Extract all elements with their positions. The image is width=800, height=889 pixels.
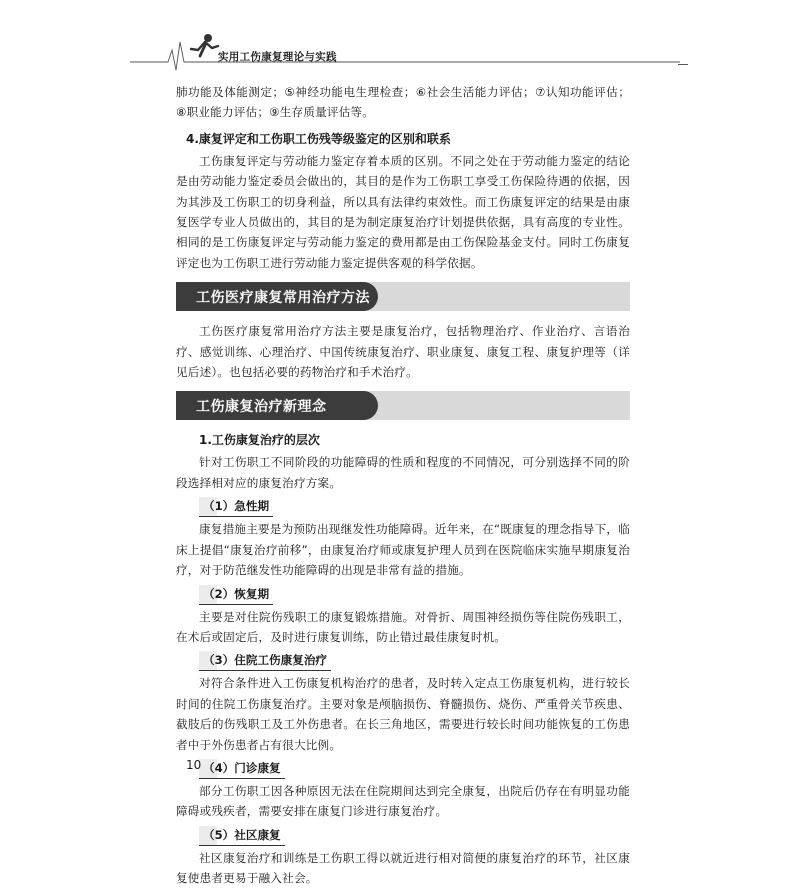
paragraph-levels-intro: 针对工伤职工不同阶段的功能障碍的性质和程度的不同情况，可分别选择不同的阶段选择相对应的康复治疗方案。 xyxy=(176,455,630,490)
stage-text-inpatient: 对符合条件进入工伤康复机构治疗的患者，及时转入定点工伤康复机构，进行较长时间的住院工伤康复治疗。主要对象是颅脑损伤、脊髓损伤、烧伤、严重骨关节疾患、截肢后的伤残职工及工外伤患者。在长三角地区，需要进行较长时间功能恢复的工伤患者中于外伤患者占有很大比例。 xyxy=(176,676,630,752)
page-number: 10 xyxy=(186,758,202,772)
header-dash xyxy=(678,64,688,65)
stage-text-outpatient: 部分工伤职工因各种原因无法在住院期间达到完全康复，出院后仍存在有明显功能障碍或残疾者，需要安排在康复门诊进行康复治疗。 xyxy=(176,783,630,819)
header-decoration xyxy=(0,0,800,80)
stage-text-community: 社区康复治疗和训练是工伤职工得以就近进行相对简便的康复治疗的环节，社区康复使患者更易于融入社会。 xyxy=(176,850,630,886)
paragraph-methods: 工伤医疗康复常用治疗方法主要是康复治疗，包括物理治疗、作业治疗、言语治疗、感觉训练、心理治疗、中国传统康复治疗、职业康复、康复工程、康复护理等（详见后述）。也包括必要的药物治疗和手术治疗。 xyxy=(176,324,630,380)
stage-label-outpatient: （4）门诊康复 xyxy=(199,759,285,779)
paragraph-difference: 工伤康复评定与劳动能力鉴定存着本质的区别。不同之处在于劳动能力鉴定的结论是由劳动能力鉴定委员会做出的，其目的是作为工伤职工享受工伤保险待遇的依据，因为其涉及工伤职工的切身利益，所以具有法律约束效性。而工伤康复评定的结果是由康复医学专业人员做出的，其目的是为制定康复治疗计划提供依据，具有高度的专业性。相同的是工伤康复评定与劳动能力鉴定的费用都是由工伤保险基金支付。同时工伤康复评定也为工伤职工进行劳动能力鉴定提供客观的科学依据。 xyxy=(176,153,630,270)
stage-label-acute: （1）急性期 xyxy=(199,497,273,517)
runner-icon xyxy=(191,35,218,57)
section-header-methods xyxy=(176,282,630,311)
header-title: 实用工伤康复理论与实践 xyxy=(218,51,337,63)
heartbeat-line xyxy=(130,42,680,70)
stage-label-inpatient: （3）住院工伤康复治疗 xyxy=(199,651,331,671)
section-title-concept: 工伤康复治疗新理念 xyxy=(196,399,327,416)
page-content xyxy=(176,82,630,889)
heading-difference: 4.康复评定和工伤职工伤残等级鉴定的区别和联系 xyxy=(186,131,451,146)
stage-text-recovery: 主要是对住院伤残职工的康复锻炼措施。对骨折、周围神经损伤等住院伤残职工，在术后或固定后，及时进行康复训练，防止错过最佳康复时机。 xyxy=(176,609,630,644)
section-title-methods: 工伤医疗康复常用治疗方法 xyxy=(196,290,370,307)
stage-text-acute: 康复措施主要是为预防出现继发性功能障碍。近年来，在“既康复的理念指导下，临床上提倡“康复治疗前移”，由康复治疗师或康复护理人员到在医院临床实施早期康复治疗，对于防范继发性功能障碍的出现是非常有益的措施。 xyxy=(176,522,630,578)
page-header xyxy=(0,0,800,80)
heading-levels: 1.工伤康复治疗的层次 xyxy=(199,433,320,448)
stage-label-community: （5）社区康复 xyxy=(199,826,285,846)
paragraph-assessment-list: 肺功能及体能测定；⑤神经功能电生理检查；⑥社会生活能力评估；⑦认知功能评估；⑧职业能力评估；⑨生存质量评估等。 xyxy=(176,85,630,120)
section-header-concept xyxy=(176,391,630,420)
stage-label-recovery: （2）恢复期 xyxy=(199,585,273,605)
